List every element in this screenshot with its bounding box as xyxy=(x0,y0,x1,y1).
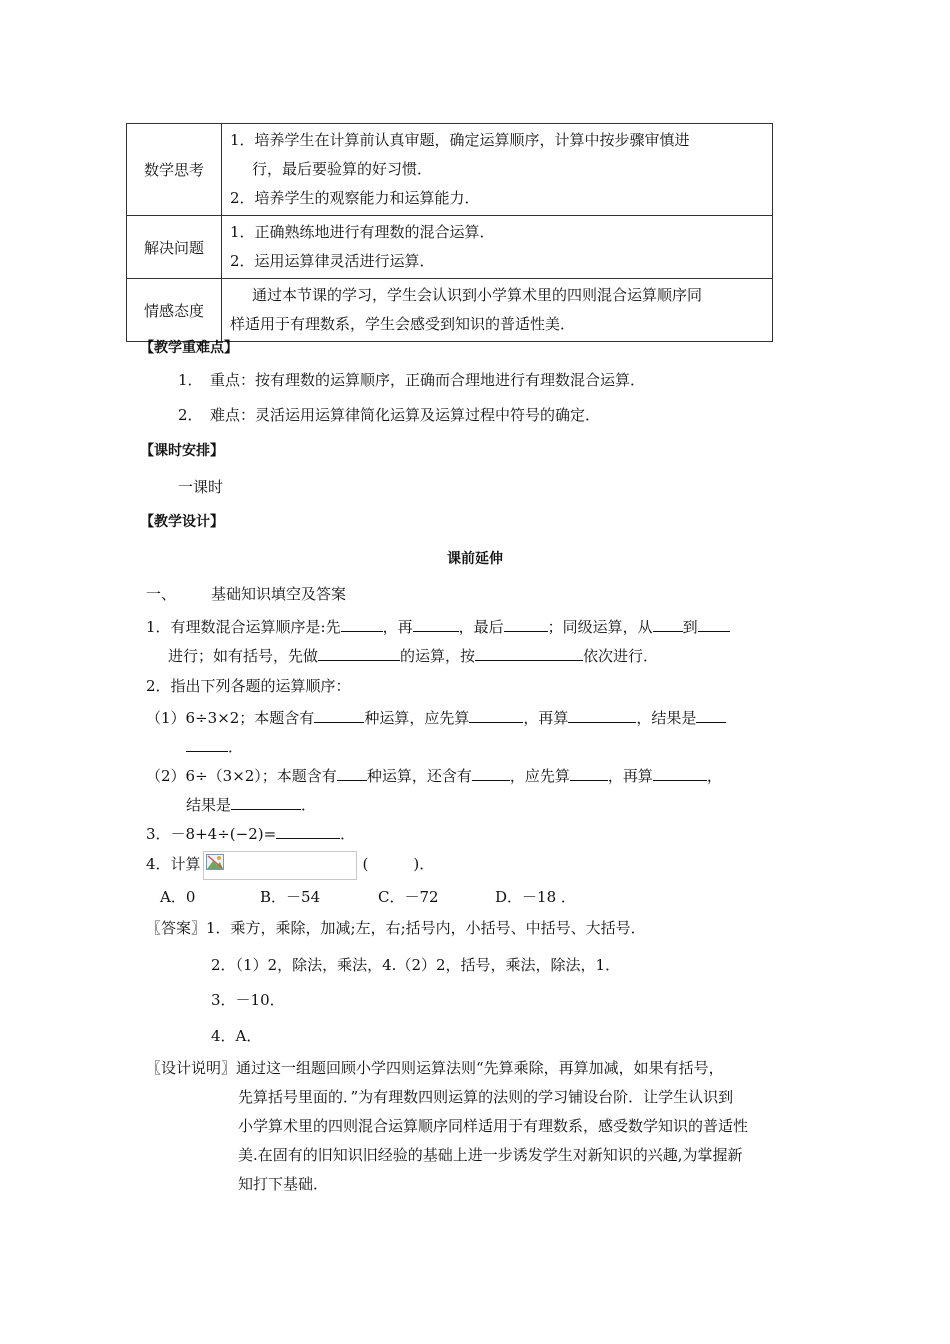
content-line: 1．正确熟练地进行有理数的混合运算． xyxy=(230,223,495,241)
option-c: C．－72 xyxy=(378,888,439,906)
key-points-heading: 【教学重难点】 xyxy=(140,340,238,356)
question-2-1-line-1: （1）6÷3×2；本题含有 种运算，应先算 ，再算 ，结果是 xyxy=(146,707,726,728)
key-point-item: 2． 难点：灵活运用运算律简化运算及运算过程中符号的确定． xyxy=(178,406,601,424)
question-1-line-1: 1．有理数混合运算顺序是:先 ，再 ，最后 ；同级运算，从 到 xyxy=(146,616,730,637)
answer-blank xyxy=(472,765,510,781)
answer-blank xyxy=(337,765,367,781)
answer-blank xyxy=(341,616,383,632)
section-title: 课前延伸 xyxy=(447,551,503,567)
answer-blank xyxy=(475,645,583,661)
table-row xyxy=(127,279,773,342)
answer-blank xyxy=(276,823,340,839)
formula-image-placeholder xyxy=(203,851,357,880)
content-line: 通过本节课的学习，学生会认识到小学算术里的四则混合运算顺序同 xyxy=(252,286,703,304)
broken-image-icon xyxy=(206,854,224,870)
answer-blank xyxy=(653,616,683,632)
option-d: D．－18 ． xyxy=(495,888,576,906)
question-2-2-line-2: 结果是 ． xyxy=(186,796,317,814)
schedule-text: 一课时 xyxy=(178,478,224,496)
answer-4: 4．A． xyxy=(211,1027,262,1045)
answers-label: 〖答案〗 xyxy=(146,919,207,937)
question-2-1-line-2: ． xyxy=(186,736,243,757)
part-title: 基础知识填空及答案 xyxy=(211,585,347,603)
row-content xyxy=(222,216,773,279)
answer-blank xyxy=(231,794,301,810)
design-note-line: 知打下基础． xyxy=(238,1175,329,1193)
row-label: 数学思考 xyxy=(127,124,222,216)
answer-blank xyxy=(570,765,608,781)
content-line: 样适用于有理数系，学生会感受到知识的普适性美． xyxy=(230,315,576,333)
content-line: 2．培养学生的观察能力和运算能力． xyxy=(230,189,480,207)
design-note-body xyxy=(238,1083,808,1199)
answer-blank xyxy=(413,616,459,632)
schedule-heading: 【课时安排】 xyxy=(140,443,224,459)
design-heading: 【教学设计】 xyxy=(140,514,224,530)
teaching-goals-table xyxy=(126,123,773,342)
answer-blank xyxy=(568,707,636,723)
question-2-2-line-1: （2）6÷（3×2）；本题含有 种运算，还含有 ，应先算 ，再算 ， xyxy=(146,767,722,785)
design-note-line: 小学算术里的四则混合运算顺序同样适用于有理数系，感受数学知识的普适性 xyxy=(238,1117,749,1135)
answer-blank xyxy=(318,645,400,661)
row-content xyxy=(222,124,773,216)
option-a: A．0 xyxy=(160,888,196,906)
design-note-line: 先算括号里面的．”为有理数四则运算的法则的学习铺设台阶．让学生认识到 xyxy=(238,1088,734,1106)
part-label: 一、 xyxy=(146,585,177,603)
question-3: 3．－8+4÷(−2)= ． xyxy=(146,825,356,843)
table-row xyxy=(127,124,773,216)
question-2-text: 2．指出下列各题的运算顺序： xyxy=(146,677,351,695)
row-content xyxy=(222,279,773,342)
option-b: B．－54 xyxy=(260,888,321,906)
answer-blank xyxy=(469,707,523,723)
row-label: 解决问题 xyxy=(127,216,222,279)
content-line: 2．运用运算律灵活进行运算． xyxy=(230,252,435,270)
answer-3: 3．－10． xyxy=(211,991,285,1009)
question-4: 4．计算 ( )． xyxy=(146,850,434,880)
question-1-line-2: 进行；如有括号，先做 的运算，按 依次进行． xyxy=(168,647,659,665)
answer-blank xyxy=(504,616,548,632)
design-note-label: 〖设计说明〗 xyxy=(146,1059,237,1077)
answer-blank xyxy=(186,736,228,752)
answer-blank xyxy=(314,707,364,723)
design-note-line: 美.在固有的旧知识旧经验的基础上进一步诱发学生对新知识的兴趣,为掌握新 xyxy=(238,1146,743,1164)
table-row xyxy=(127,216,773,279)
answers-line-1: 〖答案〗1．乘方，乘除，加减;左，右;括号内，小括号、中括号、大括号． xyxy=(146,919,646,937)
content-line: 1．培养学生在计算前认真审题，确定运算顺序，计算中按步骤审慎进 xyxy=(230,131,690,149)
answer-blank xyxy=(698,616,730,632)
answer-2: 2．（1）2，除法，乘法，4.（2）2，括号，乘法，除法，1． xyxy=(211,956,621,974)
design-note-first-line: 〖设计说明〗通过这一组题回顾小学四则运算法则“先算乘除，再算加减，如果有括号， xyxy=(146,1059,724,1077)
answer-blank xyxy=(696,707,726,723)
row-label: 情感态度 xyxy=(127,279,222,342)
answer-blank xyxy=(653,765,707,781)
key-point-item: 1． 重点：按有理数的运算顺序，正确而合理地进行有理数混合运算． xyxy=(178,371,646,389)
content-line: 行，最后要验算的好习惯． xyxy=(252,160,433,178)
